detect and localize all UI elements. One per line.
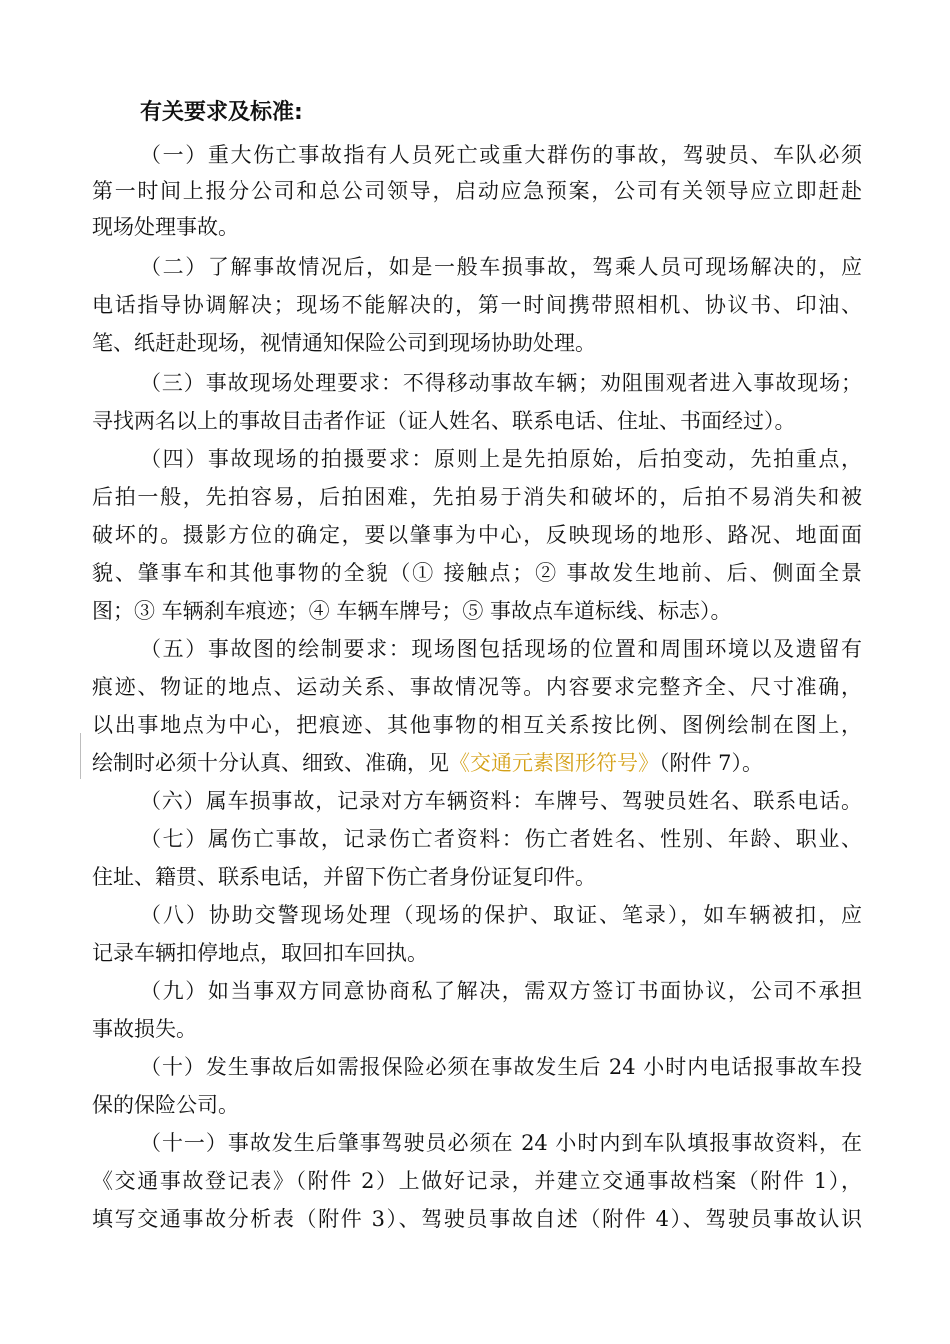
paragraph-line: （八）协助交警现场处理（现场的保护、取证、笔录），如车辆被扣，应 <box>140 903 862 927</box>
paragraph-line: 貌、肇事车和其他事物的全貌（① 接触点；② 事故发生地前、后、侧面全景 <box>92 561 862 585</box>
paragraph-line: （三）事故现场处理要求：不得移动事故车辆；劝阻围观者进入事故现场； <box>140 371 862 395</box>
paragraph-line: （九）如当事双方同意协商私了解决，需双方签订书面协议，公司不承担 <box>140 979 862 1003</box>
document-reference-link[interactable]: 《交通元素图形符号》 <box>449 751 659 775</box>
paragraph-line: 电话指导协调解决；现场不能解决的，第一时间携带照相机、协议书、印油、 <box>92 293 862 317</box>
paragraph-line: 图；③ 车辆刹车痕迹；④ 车辆车牌号；⑤ 事故点车道标线、标志）。 <box>92 599 732 623</box>
paragraph-line <box>92 746 862 780</box>
paragraph-line: 第一时间上报分公司和总公司领导，启动应急预案，公司有关领导应立即赶赴 <box>92 179 862 203</box>
section-heading: 有关要求及标准: <box>140 100 303 125</box>
paragraph-line: 后拍一般，先拍容易，后拍困难，先拍易于消失和破坏的，后拍不易消失和被 <box>92 485 862 509</box>
paragraph-line: 寻找两名以上的事故目击者作证（证人姓名、联系电话、住址、书面经过）。 <box>92 409 796 433</box>
paragraph-line: （七）属伤亡事故，记录伤亡者资料：伤亡者姓名、性别、年龄、职业、 <box>140 827 862 851</box>
paragraph-line: 破坏的。摄影方位的确定，要以肇事为中心，反映现场的地形、路况、地面面 <box>92 523 862 547</box>
paragraph-line: （一）重大伤亡事故指有人员死亡或重大群伤的事故，驾驶员、车队必须 <box>140 143 862 167</box>
paragraph-line: 记录车辆扣停地点，取回扣车回执。 <box>92 941 428 965</box>
paragraph-line: 以出事地点为中心，把痕迹、其他事物的相互关系按比例、图例绘制在图上， <box>92 713 862 737</box>
paragraph-line: 《交通事故登记表》（附件 2）上做好记录，并建立交通事故档案（附件 1）， <box>92 1169 862 1193</box>
paragraph-line: （五）事故图的绘制要求：现场图包括现场的位置和周围环境以及遗留有 <box>140 637 862 661</box>
paragraph-line: （十）发生事故后如需报保险必须在事故发生后 24 小时内电话报事故车投 <box>140 1055 862 1079</box>
paragraph-line: 填写交通事故分析表（附件 3）、驾驶员事故自述（附件 4）、驾驶员事故认识 <box>92 1207 862 1231</box>
line-text: （附件 7）。 <box>659 751 764 775</box>
paragraph-line: 住址、籍贯、联系电话，并留下伤亡者身份证复印件。 <box>92 865 596 889</box>
paragraph-line: （六）属车损事故，记录对方车辆资料：车牌号、驾驶员姓名、联系电话。 <box>140 789 862 813</box>
paragraph-line: 现场处理事故。 <box>92 215 239 239</box>
line-text: 绘制时必须十分认真、细致、准确，见 <box>92 751 449 775</box>
paragraph-line: 笔、纸赶赴现场，视情通知保险公司到现场协助处理。 <box>92 331 596 355</box>
paragraph-line: （十一）事故发生后肇事驾驶员必须在 24 小时内到车队填报事故资料，在 <box>140 1131 862 1155</box>
paragraph-line: 保的保险公司。 <box>92 1093 239 1117</box>
paragraph-line: 事故损失。 <box>92 1017 197 1041</box>
paragraph-line: 痕迹、物证的地点、运动关系、事故情况等。内容要求完整齐全、尺寸准确， <box>92 675 862 699</box>
paragraph-line: （二）了解事故情况后，如是一般车损事故，驾乘人员可现场解决的，应 <box>140 255 862 279</box>
paragraph-line: （四）事故现场的拍摄要求：原则上是先拍原始，后拍变动，先拍重点， <box>140 447 862 471</box>
margin-change-bar <box>80 733 81 779</box>
